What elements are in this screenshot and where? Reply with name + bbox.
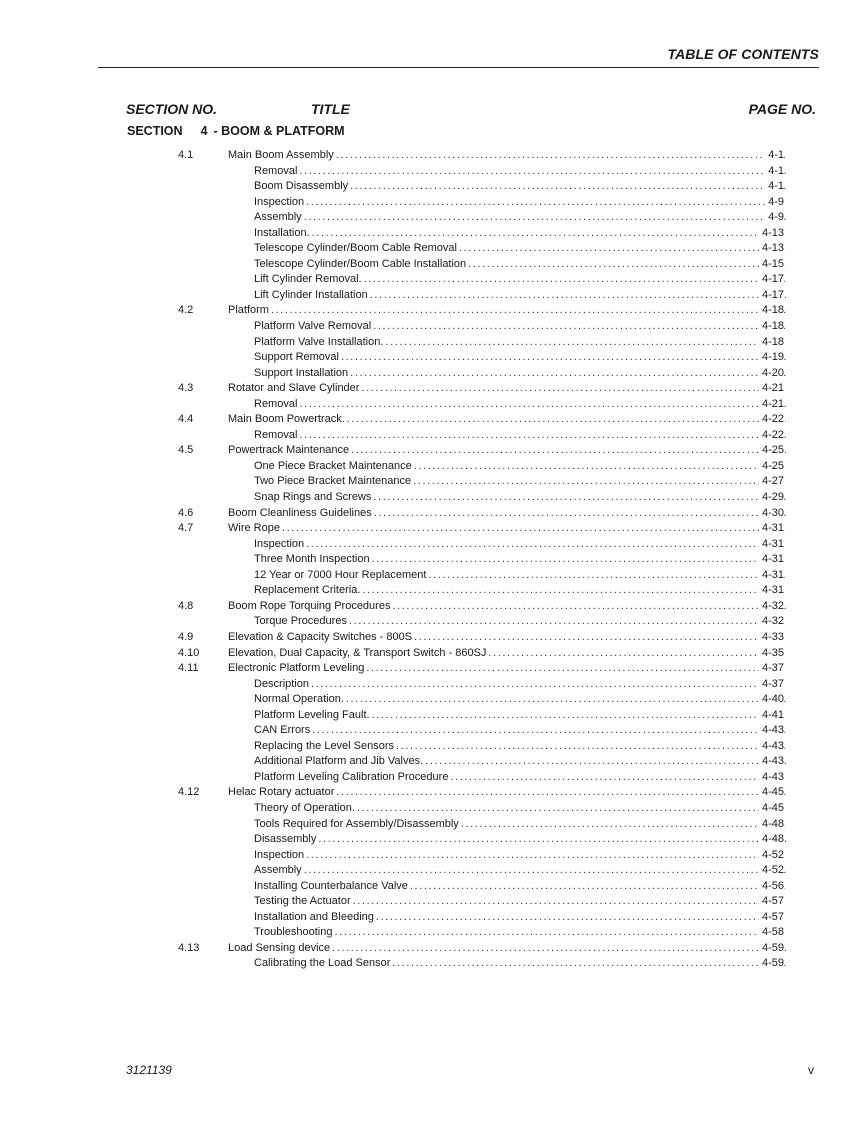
section-heading xyxy=(127,124,345,138)
toc-entry[interactable] xyxy=(0,288,866,304)
toc-entry-page: 4-37 xyxy=(759,677,784,693)
toc-entry-page: 4-31 xyxy=(759,552,784,568)
section-title: - BOOM & PLATFORM xyxy=(213,124,345,138)
toc-entry-line xyxy=(254,537,786,553)
toc-entry-title: Inspection xyxy=(254,537,305,550)
toc-entry-line xyxy=(254,739,786,755)
dot-leader xyxy=(306,848,786,864)
toc-entry-page: 4-31 xyxy=(759,583,784,599)
dot-leader xyxy=(396,739,786,755)
dot-leader xyxy=(376,910,786,926)
toc-entry-number: 4.1 xyxy=(178,149,194,161)
toc-entry-line xyxy=(228,599,786,615)
toc-entry-line xyxy=(254,614,786,630)
toc-entry-line xyxy=(254,583,786,599)
toc-entry[interactable] xyxy=(0,770,866,786)
toc-entry-line xyxy=(228,646,786,662)
toc-entry-line xyxy=(254,288,786,304)
toc-entry[interactable] xyxy=(0,708,866,724)
toc-entry[interactable] xyxy=(0,832,866,848)
toc-entry-title: Platform Leveling Fault. xyxy=(254,708,370,721)
dot-leader xyxy=(312,226,786,242)
toc-entry-line xyxy=(228,941,786,957)
toc-entry-page: 4-27 xyxy=(759,474,784,490)
toc-entry-line xyxy=(254,319,786,335)
toc-entry-page: 4-45 xyxy=(759,801,784,817)
dot-leader xyxy=(299,164,786,180)
toc-entry-page: 4-13 xyxy=(759,241,784,257)
toc-entry[interactable] xyxy=(0,397,866,413)
toc-entry-title: Calibrating the Load Sensor xyxy=(254,957,391,970)
toc-entry[interactable] xyxy=(0,459,866,475)
toc-entry-page: 4-31 xyxy=(759,537,784,553)
toc-entry-number: 4.9 xyxy=(178,630,194,643)
toc-entry[interactable] xyxy=(0,335,866,351)
toc-entry-title: Platform Valve Installation. xyxy=(254,335,384,348)
toc-entry-page: 4-25 xyxy=(759,459,784,475)
toc-entry-title: Powertrack Maintenance xyxy=(228,444,350,457)
toc-entry-title: Assembly xyxy=(254,211,302,224)
toc-entry-page: 4-58 xyxy=(759,925,784,941)
dot-leader xyxy=(373,319,786,335)
footer-doc-number: 3121139 xyxy=(126,1063,172,1077)
toc-entry-number: 4.5 xyxy=(178,444,194,457)
dot-leader xyxy=(410,879,786,895)
dot-leader xyxy=(414,459,786,475)
toc-entry-title: Removal xyxy=(254,164,298,177)
dot-leader xyxy=(392,956,786,972)
toc-entry-line xyxy=(254,925,786,941)
toc-entry[interactable] xyxy=(0,164,866,180)
toc-entry-line xyxy=(254,366,786,382)
toc-entry-page: 4-43 xyxy=(759,723,784,739)
toc-entry-page: 4-18 xyxy=(759,319,784,335)
toc-entry-page: 4-31 xyxy=(759,521,784,537)
toc-entry-line xyxy=(228,521,786,537)
toc-entry-title: Two Piece Bracket Maintenance xyxy=(254,475,412,488)
dot-leader xyxy=(450,770,786,786)
dot-leader xyxy=(311,677,786,693)
toc-entry-page: 4-52 xyxy=(759,863,784,879)
toc-entry-line xyxy=(254,350,786,366)
dot-leader xyxy=(414,630,786,646)
toc-entry-page: 4-22 xyxy=(759,412,784,428)
toc-entry-line xyxy=(254,195,786,211)
toc-entry-page: 4-43 xyxy=(759,739,784,755)
dot-leader xyxy=(374,506,786,522)
toc-entry[interactable] xyxy=(0,428,866,444)
toc-entry[interactable] xyxy=(0,677,866,693)
toc-entry-page: 4-56 xyxy=(759,879,784,895)
toc-entry-page: 4-15 xyxy=(759,257,784,273)
toc-entry-page: 4-57 xyxy=(759,910,784,926)
toc-entry[interactable] xyxy=(0,537,866,553)
toc-entry-page: 4-17 xyxy=(759,272,784,288)
dot-leader xyxy=(336,785,786,801)
toc-entry-line xyxy=(254,817,786,833)
column-heading-page-no: PAGE NO. xyxy=(748,101,816,117)
toc-entry-page: 4-59 xyxy=(759,941,784,957)
toc-entry-line xyxy=(228,506,786,522)
toc-entry-page: 4-18 xyxy=(759,303,784,319)
toc-entry[interactable] xyxy=(0,257,866,273)
toc-entry-line xyxy=(254,490,786,506)
toc-entry[interactable] xyxy=(0,894,866,910)
toc-entry-line xyxy=(254,863,786,879)
toc-entry[interactable] xyxy=(0,521,866,537)
toc-entry-title: Theory of Operation. xyxy=(254,801,355,814)
section-number: 4 xyxy=(200,124,208,138)
dot-leader xyxy=(366,661,786,677)
toc-entry[interactable] xyxy=(0,630,866,646)
toc-entry-number: 4.6 xyxy=(178,506,194,519)
toc-entry-line xyxy=(254,210,786,226)
toc-entry-title: Installing Counterbalance Valve xyxy=(254,879,408,892)
dot-leader xyxy=(318,832,786,848)
toc-entry-page: 4-1 xyxy=(765,164,784,180)
toc-entry-line xyxy=(254,241,786,257)
toc-entry-title: Assembly xyxy=(254,864,302,877)
toc-entry[interactable] xyxy=(0,366,866,382)
toc-entry[interactable] xyxy=(0,910,866,926)
toc-entry-page: 4-52 xyxy=(759,848,784,864)
toc-entry[interactable] xyxy=(0,583,866,599)
toc-entry-page: 4-41 xyxy=(759,708,784,724)
toc-entry-number: 4.10 xyxy=(178,646,200,659)
dot-leader xyxy=(350,366,786,382)
toc-entry-line xyxy=(228,443,786,459)
toc-entry-title: Telescope Cylinder/Boom Cable Removal xyxy=(254,242,457,255)
dot-leader xyxy=(372,708,786,724)
toc-entry-title: Replacing the Level Sensors xyxy=(254,739,395,752)
toc-entry[interactable] xyxy=(0,490,866,506)
toc-entry[interactable] xyxy=(0,941,866,957)
toc-entry-title: Description xyxy=(254,677,310,690)
toc-entry-line xyxy=(254,552,786,568)
toc-entry-page: 4-59 xyxy=(759,956,784,972)
dot-leader xyxy=(306,195,786,211)
toc-entry[interactable] xyxy=(0,241,866,257)
dot-leader xyxy=(304,863,786,879)
toc-entry-title: Lift Cylinder Removal. xyxy=(254,273,362,286)
toc-entry-page: 4-30 xyxy=(759,506,784,522)
toc-entry-page: 4-25 xyxy=(759,443,784,459)
dot-leader xyxy=(392,599,786,615)
toc-entry-page: 4-13 xyxy=(759,226,784,242)
toc-entry[interactable] xyxy=(0,692,866,708)
dot-leader xyxy=(304,210,786,226)
toc-entry-title: Disassembly xyxy=(254,833,317,846)
toc-entry-page: 4-1 xyxy=(765,148,784,164)
toc-entry-line xyxy=(254,692,786,708)
toc-entry-line xyxy=(254,179,786,195)
dot-leader xyxy=(271,303,786,319)
toc-entry-title: 12 Year or 7000 Hour Replacement xyxy=(254,568,427,581)
toc-entry-line xyxy=(254,459,786,475)
toc-entry-line xyxy=(254,335,786,351)
toc-entry[interactable] xyxy=(0,506,866,522)
toc-entry-line xyxy=(228,381,786,397)
toc-entry[interactable] xyxy=(0,148,866,164)
toc-entry-title: Helac Rotary actuator xyxy=(228,786,335,799)
toc-entry-title: Elevation & Capacity Switches - 800S xyxy=(228,630,413,643)
dot-leader xyxy=(362,583,786,599)
dot-leader xyxy=(364,272,786,288)
dot-leader xyxy=(336,148,786,164)
toc-entry-title: Platform Valve Removal xyxy=(254,320,372,333)
toc-entry-number: 4.7 xyxy=(178,522,194,535)
toc-entry-number: 4.2 xyxy=(178,304,194,317)
toc-entry-title: Troubleshooting xyxy=(254,926,333,939)
toc-entry[interactable] xyxy=(0,599,866,615)
toc-entry-line xyxy=(254,164,786,180)
column-heading-section-no: SECTION NO. xyxy=(126,101,218,117)
toc-entry[interactable] xyxy=(0,210,866,226)
dot-leader xyxy=(347,412,786,428)
toc-entry-line xyxy=(254,226,786,242)
toc-entry[interactable] xyxy=(0,848,866,864)
toc-entry[interactable] xyxy=(0,661,866,677)
toc-entry-title: Main Boom Powertrack. xyxy=(228,413,345,426)
toc-entry-title: Support Installation xyxy=(254,366,349,379)
toc-entry-page: 4-32 xyxy=(759,614,784,630)
toc-entry-title: Inspection xyxy=(254,848,305,861)
toc-entry[interactable] xyxy=(0,785,866,801)
dot-leader xyxy=(425,754,786,770)
toc-entry-number: 4.12 xyxy=(178,786,200,799)
toc-entry-page: 4-31 xyxy=(759,568,784,584)
toc-entry-title: Rotator and Slave Cylinder xyxy=(228,382,360,395)
toc-entry-title: Replacement Criteria. xyxy=(254,584,361,597)
dot-leader xyxy=(370,288,786,304)
toc-entry-page: 4-48 xyxy=(759,817,784,833)
toc-entry-title: Boom Disassembly xyxy=(254,180,349,193)
toc-entry-page: 4-18 xyxy=(759,335,784,351)
section-label: SECTION xyxy=(127,124,183,138)
dot-leader xyxy=(413,474,786,490)
header-rule xyxy=(98,67,819,68)
toc-entry-title: Platform Leveling Calibration Procedure xyxy=(254,770,449,783)
dot-leader xyxy=(361,381,786,397)
dot-leader xyxy=(312,723,786,739)
toc-entry[interactable] xyxy=(0,646,866,662)
toc-entry-page: 4-29 xyxy=(759,490,784,506)
toc-entry[interactable] xyxy=(0,381,866,397)
dot-leader xyxy=(357,801,786,817)
toc-entry-page: 4-33 xyxy=(759,630,784,646)
dot-leader xyxy=(282,521,786,537)
toc-entry-page: 4-35 xyxy=(759,646,784,662)
toc-entry-line xyxy=(254,910,786,926)
dot-leader xyxy=(353,894,786,910)
toc-entry-line xyxy=(228,785,786,801)
toc-entry-line xyxy=(254,397,786,413)
toc-entry-title: Three Month Inspection xyxy=(254,553,370,566)
toc-entry-page: 4-9 xyxy=(765,210,784,226)
toc-entry-title: Boom Cleanliness Guidelines xyxy=(228,506,372,519)
dot-leader xyxy=(373,490,786,506)
toc-entry-line xyxy=(254,832,786,848)
toc-entry-page: 4-32 xyxy=(759,599,784,615)
dot-leader xyxy=(461,817,786,833)
toc-entry-title: Normal Operation. xyxy=(254,693,344,706)
column-heading-title: TITLE xyxy=(311,101,350,117)
toc-entry-line xyxy=(254,801,786,817)
running-header-title: TABLE OF CONTENTS xyxy=(667,46,819,62)
toc-entry-page: 4-48 xyxy=(759,832,784,848)
toc-entry[interactable] xyxy=(0,226,866,242)
toc-entry-page: 4-19 xyxy=(759,350,784,366)
toc-entry-title: Boom Rope Torquing Procedures xyxy=(228,599,391,612)
toc-entry[interactable] xyxy=(0,723,866,739)
toc-entry-line xyxy=(228,412,786,428)
toc-entry-line xyxy=(254,894,786,910)
toc-entry-number: 4.11 xyxy=(178,662,199,675)
toc-entry-line xyxy=(228,661,786,677)
toc-entry-line xyxy=(254,956,786,972)
toc-entry[interactable] xyxy=(0,863,866,879)
toc-entry[interactable] xyxy=(0,272,866,288)
toc-entry[interactable] xyxy=(0,568,866,584)
dot-leader xyxy=(299,397,786,413)
toc-entry-number: 4.4 xyxy=(178,413,194,426)
toc-entry[interactable] xyxy=(0,412,866,428)
toc-entry-title: Inspection xyxy=(254,195,305,208)
toc-entry-title: Torque Procedures xyxy=(254,615,347,628)
toc-entry-page: 4-43 xyxy=(759,770,784,786)
dot-leader xyxy=(459,241,786,257)
toc-entry[interactable] xyxy=(0,303,866,319)
toc-entry-page: 4-57 xyxy=(759,894,784,910)
toc-entry-page: 4-17 xyxy=(759,288,784,304)
dot-leader xyxy=(332,941,786,957)
toc-entry-line xyxy=(254,272,786,288)
toc-entry-title: Wire Rope xyxy=(228,522,280,535)
toc-entry-title: Additional Platform and Jib Valves. xyxy=(254,755,424,768)
toc-entry-title: Elevation, Dual Capacity, & Transport Switch - 860SJ xyxy=(228,646,487,659)
dot-leader xyxy=(346,692,786,708)
toc-entry-line xyxy=(254,848,786,864)
toc-entry-page: 4-40 xyxy=(759,692,784,708)
toc-entry-page: 4-21 xyxy=(759,397,784,413)
toc-entry-page: 4-45 xyxy=(759,785,784,801)
toc-entry-title: Support Removal xyxy=(254,351,339,364)
toc-entry-line xyxy=(254,568,786,584)
toc-entry-number: 4.13 xyxy=(178,941,200,954)
toc-entry[interactable] xyxy=(0,474,866,490)
toc-entry-title: CAN Errors xyxy=(254,724,311,737)
toc-entry-page: 4-1 xyxy=(765,179,784,195)
toc-entry-line xyxy=(254,770,786,786)
dot-leader xyxy=(372,552,786,568)
toc-entry-title: Telescope Cylinder/Boom Cable Installation xyxy=(254,257,467,270)
dot-leader xyxy=(351,443,786,459)
dot-leader xyxy=(385,335,786,351)
toc-entry-title: Removal xyxy=(254,397,298,410)
toc-entry[interactable] xyxy=(0,754,866,770)
toc-entry[interactable] xyxy=(0,614,866,630)
toc-entry-line xyxy=(228,630,786,646)
toc-entry-title: Removal xyxy=(254,428,298,441)
footer-page-number: v xyxy=(808,1063,814,1077)
toc-entry[interactable] xyxy=(0,350,866,366)
toc-entry-title: One Piece Bracket Maintenance xyxy=(254,459,412,472)
toc-list xyxy=(0,148,866,972)
toc-entry[interactable] xyxy=(0,319,866,335)
toc-entry-line xyxy=(254,257,786,273)
toc-entry-page: 4-20 xyxy=(759,366,784,382)
toc-entry-title: Load Sensing device xyxy=(228,941,331,954)
toc-entry[interactable] xyxy=(0,443,866,459)
toc-entry[interactable] xyxy=(0,879,866,895)
toc-entry[interactable] xyxy=(0,552,866,568)
toc-entry-title: Electronic Platform Leveling xyxy=(228,662,365,675)
dot-leader xyxy=(468,257,786,273)
toc-entry-line xyxy=(254,754,786,770)
toc-entry-line xyxy=(254,879,786,895)
dot-leader xyxy=(349,614,786,630)
toc-entry-page: 4-43 xyxy=(759,754,784,770)
toc-entry-title: Lift Cylinder Installation xyxy=(254,288,368,301)
dot-leader xyxy=(299,428,786,444)
toc-entry-title: Platform xyxy=(228,304,269,317)
toc-entry[interactable] xyxy=(0,925,866,941)
toc-entry-page: 4-37 xyxy=(759,661,784,677)
toc-entry-title: Testing the Actuator xyxy=(254,895,351,908)
toc-entry-number: 4.3 xyxy=(178,382,194,395)
toc-entry[interactable] xyxy=(0,801,866,817)
toc-entry-line xyxy=(228,148,786,164)
toc-entry-line xyxy=(254,474,786,490)
toc-entry[interactable] xyxy=(0,195,866,211)
dot-leader xyxy=(334,925,786,941)
toc-entry[interactable] xyxy=(0,956,866,972)
toc-entry[interactable] xyxy=(0,179,866,195)
dot-leader xyxy=(350,179,786,195)
toc-entry-page: 4-22 xyxy=(759,428,784,444)
toc-entry[interactable] xyxy=(0,739,866,755)
toc-entry-line xyxy=(254,428,786,444)
dot-leader xyxy=(306,537,786,553)
toc-entry-line xyxy=(254,723,786,739)
dot-leader xyxy=(428,568,786,584)
toc-entry-number: 4.8 xyxy=(178,599,194,612)
toc-entry-line xyxy=(228,303,786,319)
toc-entry-title: Installation and Bleeding xyxy=(254,910,374,923)
toc-entry-line xyxy=(254,708,786,724)
dot-leader xyxy=(341,350,786,366)
toc-entry-title: Tools Required for Assembly/Disassembly xyxy=(254,817,459,830)
toc-entry-line xyxy=(254,677,786,693)
toc-entry-title: Installation. xyxy=(254,226,310,239)
toc-entry-page: 4-9 xyxy=(765,195,784,211)
toc-entry-title: Snap Rings and Screws xyxy=(254,491,372,504)
toc-entry-page: 4-21 xyxy=(759,381,784,397)
toc-entry[interactable] xyxy=(0,817,866,833)
toc-entry-title: Main Boom Assembly xyxy=(228,149,334,161)
dot-leader xyxy=(488,646,786,662)
